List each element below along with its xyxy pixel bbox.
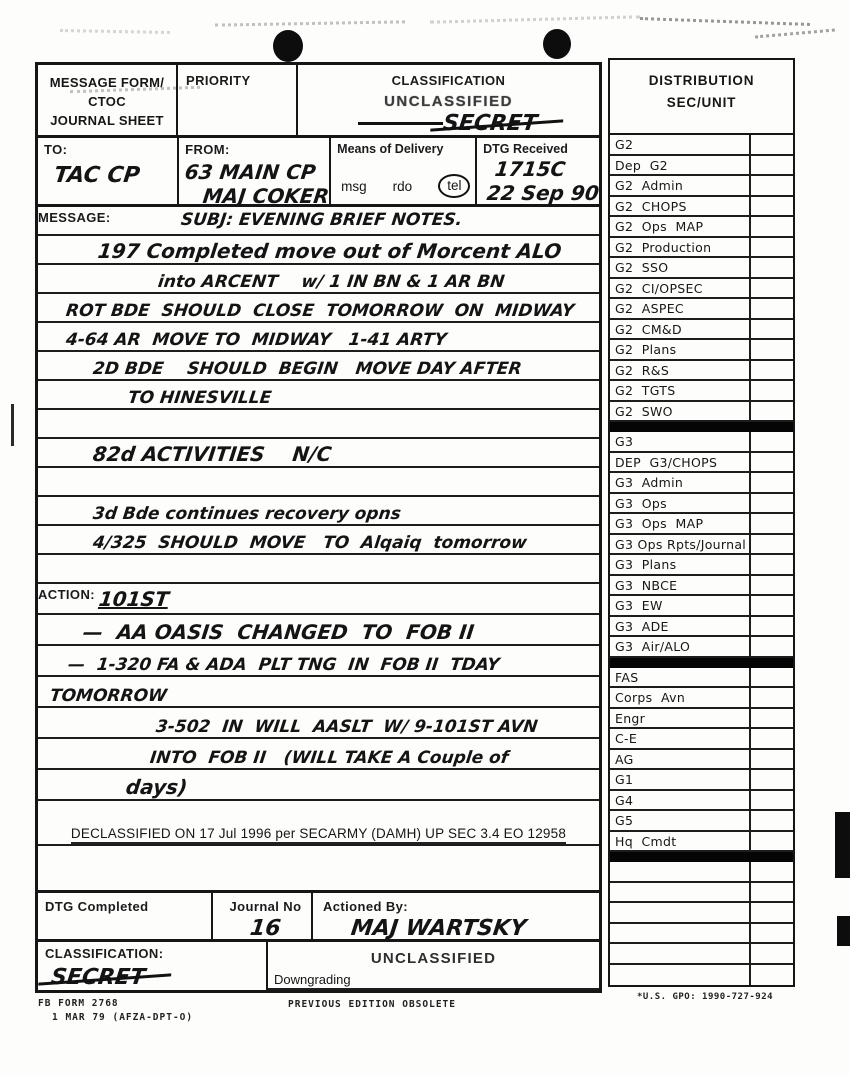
secret-text: SECRET bbox=[441, 111, 539, 136]
form-number-block bbox=[38, 997, 288, 1026]
secret-handwritten-struck bbox=[358, 111, 537, 136]
distribution-title bbox=[610, 60, 793, 135]
handwritten-line bbox=[38, 236, 599, 265]
distribution-row bbox=[610, 924, 793, 945]
handwritten-text: into ARCENT w/ 1 IN BN & 1 AR BN bbox=[156, 272, 506, 292]
distribution-row bbox=[610, 883, 793, 904]
distribution-unit-label: G3 Plans bbox=[615, 557, 677, 572]
distribution-row bbox=[610, 965, 793, 986]
classification-footer-label: CLASSIFICATION: bbox=[45, 946, 164, 961]
scan-smudge bbox=[215, 20, 405, 26]
scan-artifact bbox=[837, 916, 850, 946]
distribution-unit-label bbox=[610, 944, 749, 963]
dtg-received-label: DTG Received bbox=[483, 142, 568, 156]
distribution-row bbox=[610, 299, 793, 320]
distribution-unit-label: AG bbox=[615, 751, 634, 767]
delivery-cell bbox=[331, 138, 477, 204]
distribution-check-cell bbox=[749, 709, 793, 728]
message-lines bbox=[38, 236, 599, 584]
distribution-unit-label: G2 CI/OPSEC bbox=[615, 280, 703, 296]
distribution-unit-label bbox=[610, 903, 749, 922]
handwritten-text: 2D BDE SHOULD BEGIN MOVE DAY AFTER bbox=[91, 359, 523, 379]
dtg-received-cell bbox=[477, 138, 599, 204]
distribution-row bbox=[610, 811, 793, 832]
distribution-unit-label: G2 TGTS bbox=[615, 383, 676, 398]
scan-artifact bbox=[11, 404, 14, 446]
distribution-check-cell bbox=[749, 883, 793, 902]
handwritten-line bbox=[38, 615, 599, 646]
distribution-unit-label: Dep G2 bbox=[615, 157, 668, 173]
distribution-check-cell bbox=[749, 770, 793, 789]
distribution-check-cell bbox=[749, 555, 793, 574]
distribution-unit-label: G2 CHOPS bbox=[615, 198, 687, 214]
delivery-label: Means of Delivery bbox=[337, 142, 444, 156]
distribution-row bbox=[610, 832, 793, 853]
distribution-row bbox=[610, 688, 793, 709]
distribution-check-cell bbox=[749, 514, 793, 533]
distribution-row bbox=[610, 156, 793, 177]
handwritten-line bbox=[38, 352, 599, 381]
distribution-row bbox=[610, 862, 793, 883]
distribution-check-cell bbox=[749, 432, 793, 451]
distribution-row bbox=[610, 770, 793, 791]
priority-cell bbox=[178, 65, 298, 135]
handwritten-text: ROT BDE SHOULD CLOSE TOMORROW ON MIDWAY bbox=[64, 301, 576, 321]
distribution-check-cell bbox=[749, 637, 793, 656]
downgrading-unclassified-stamp: UNCLASSIFIED bbox=[370, 950, 497, 967]
distribution-unit-label: G4 bbox=[615, 792, 634, 808]
form-footer bbox=[38, 997, 598, 1026]
distribution-check-cell bbox=[749, 197, 793, 216]
distribution-unit-label: G3 Ops MAP bbox=[615, 516, 704, 531]
action-lines bbox=[38, 615, 599, 801]
blank-space bbox=[38, 846, 599, 890]
distribution-check-cell bbox=[749, 791, 793, 810]
priority-label: PRIORITY bbox=[186, 73, 251, 88]
classification-cell bbox=[298, 65, 599, 135]
distribution-unit-label: Corps Avn bbox=[615, 690, 686, 705]
scan-smudge bbox=[640, 17, 810, 26]
dtg-completed-label: DTG Completed bbox=[45, 899, 149, 914]
handwritten-line bbox=[38, 265, 599, 294]
from-value: 63 MAIN CP bbox=[183, 160, 318, 184]
from-label: FROM: bbox=[185, 142, 230, 157]
distribution-check-cell bbox=[749, 688, 793, 707]
distribution-check-cell bbox=[749, 729, 793, 748]
form-title-line: JOURNAL SHEET bbox=[50, 112, 164, 128]
declassified-note: DECLASSIFIED ON 17 Jul 1996 per SECARMY (DAMH) UP SEC 3.4 EO 12958 bbox=[71, 826, 566, 844]
handwritten-line bbox=[38, 739, 599, 770]
action-label: ACTION: bbox=[38, 587, 95, 602]
distribution-check-cell bbox=[749, 258, 793, 277]
distribution-unit-label: G3 Admin bbox=[615, 475, 684, 490]
handwritten-line bbox=[38, 646, 599, 677]
strike-line bbox=[358, 122, 443, 125]
distribution-row bbox=[610, 217, 793, 238]
distribution-row bbox=[610, 514, 793, 535]
distribution-check-cell bbox=[749, 381, 793, 400]
distribution-unit-label bbox=[610, 862, 749, 881]
distribution-check-cell bbox=[749, 944, 793, 963]
handwritten-line bbox=[38, 526, 599, 555]
distribution-unit-label: G3 EW bbox=[615, 598, 663, 613]
distribution-check-cell bbox=[749, 750, 793, 769]
distribution-row bbox=[610, 135, 793, 156]
handwritten-line bbox=[38, 294, 599, 323]
distribution-unit-label: G1 bbox=[615, 772, 634, 787]
distribution-unit-label bbox=[610, 965, 749, 986]
completion-row bbox=[38, 890, 599, 942]
distribution-row bbox=[610, 258, 793, 279]
handwritten-text: INTO FOB II (WILL TAKE A Couple of bbox=[148, 748, 510, 768]
distribution-row bbox=[610, 903, 793, 924]
handwritten-line bbox=[38, 708, 599, 739]
distribution-row bbox=[610, 320, 793, 341]
form-date: 1 MAR 79 (AFZA-DPT-O) bbox=[52, 1012, 194, 1024]
distribution-row bbox=[610, 709, 793, 730]
distribution-unit-label: G2 SWO bbox=[615, 403, 673, 419]
distribution-check-cell bbox=[749, 453, 793, 472]
scan-smudge bbox=[430, 15, 640, 23]
from-cell bbox=[179, 138, 331, 208]
form-title-line: MESSAGE FORM/ bbox=[49, 75, 165, 90]
handwritten-line bbox=[38, 677, 599, 708]
distribution-unit-label: G3 bbox=[615, 434, 634, 449]
distribution-check-cell bbox=[749, 832, 793, 851]
distribution-table bbox=[608, 58, 795, 987]
distribution-check-cell bbox=[749, 811, 793, 830]
distribution-unit-label: G2 ASPEC bbox=[615, 301, 684, 316]
scan-artifact bbox=[835, 812, 850, 878]
distribution-unit-label bbox=[610, 924, 749, 943]
handwritten-text: 82d ACTIVITIES N/C bbox=[91, 442, 333, 466]
handwritten-text: days) bbox=[124, 775, 189, 799]
distribution-row bbox=[610, 381, 793, 402]
handwritten-line bbox=[38, 770, 599, 801]
distribution-title-line: DISTRIBUTION bbox=[648, 73, 755, 88]
journal-no-value: 16 bbox=[248, 916, 283, 941]
distribution-row bbox=[610, 535, 793, 556]
distribution-check-cell bbox=[749, 279, 793, 298]
message-label: MESSAGE: bbox=[38, 210, 111, 225]
dtg-completed-cell bbox=[38, 893, 213, 939]
dtg-received-value: 22 Sep 90 bbox=[485, 181, 601, 205]
distribution-check-cell bbox=[749, 402, 793, 421]
distribution-check-cell bbox=[749, 862, 793, 881]
form-title-line: CTOC bbox=[88, 93, 126, 109]
classification-footer-row bbox=[38, 942, 599, 990]
from-value: MAJ COKER bbox=[201, 184, 331, 208]
distribution-unit-label: FAS bbox=[615, 669, 639, 685]
actioned-by-value: MAJ WARTSKY bbox=[349, 916, 528, 941]
distribution-check-cell bbox=[749, 217, 793, 236]
distribution-row bbox=[610, 197, 793, 218]
message-section bbox=[38, 207, 599, 584]
handwritten-line bbox=[38, 381, 599, 410]
handwritten-line bbox=[38, 439, 599, 468]
distribution-divider bbox=[610, 422, 793, 432]
gpo-note: *U.S. GPO: 1990-727-924 bbox=[636, 992, 774, 1002]
distribution-row bbox=[610, 555, 793, 576]
obsolete-note: PREVIOUS EDITION OBSOLETE bbox=[288, 999, 456, 1010]
distribution-row bbox=[610, 617, 793, 638]
handwritten-text: 3-502 IN WILL AASLT W/ 9-101ST AVN bbox=[154, 717, 539, 737]
distribution-row bbox=[610, 402, 793, 423]
distribution-check-cell bbox=[749, 576, 793, 595]
distribution-row bbox=[610, 596, 793, 617]
distribution-check-cell bbox=[749, 617, 793, 636]
journal-no-label: Journal No bbox=[229, 899, 302, 914]
form-header bbox=[38, 65, 599, 138]
distribution-row bbox=[610, 494, 793, 515]
distribution-unit-label: G2 Admin bbox=[615, 178, 684, 193]
handwritten-line bbox=[38, 555, 599, 584]
distribution-title-line: SEC/UNIT bbox=[666, 94, 737, 110]
handwritten-text: — AA OASIS CHANGED TO FOB II bbox=[81, 620, 476, 644]
handwritten-text: 3d Bde continues recovery opns bbox=[91, 504, 403, 524]
distribution-row bbox=[610, 944, 793, 965]
handwritten-text: 4/325 SHOULD MOVE TO Alqaiq tomorrow bbox=[91, 533, 529, 553]
distribution-row bbox=[610, 791, 793, 812]
distribution-unit-label: G2 Production bbox=[615, 239, 712, 255]
handwritten-text: 197 Completed move out of Morcent ALO bbox=[96, 239, 563, 263]
handwritten-text: TO HINESVILLE bbox=[126, 388, 273, 408]
distribution-row bbox=[610, 340, 793, 361]
distribution-row bbox=[610, 750, 793, 771]
distribution-unit-label: G2 CM&D bbox=[615, 321, 682, 337]
distribution-unit-label: G2 bbox=[615, 137, 634, 152]
distribution-row bbox=[610, 729, 793, 750]
handwritten-line bbox=[38, 468, 599, 497]
handwritten-text: — 1-320 FA & ADA PLT TNG IN FOB II TDAY bbox=[66, 655, 501, 675]
scan-smudge bbox=[60, 29, 170, 34]
downgrading-label: Downgrading bbox=[268, 972, 599, 990]
distribution-row bbox=[610, 668, 793, 689]
downgrading-cell bbox=[268, 942, 599, 990]
distribution-divider bbox=[610, 852, 793, 862]
distribution-unit-label: G3 Ops Rpts/Journal bbox=[615, 536, 747, 552]
distribution-unit-label: Engr bbox=[615, 710, 646, 726]
distribution-unit-label: G3 ADE bbox=[615, 618, 669, 634]
distribution-rows bbox=[610, 135, 793, 985]
dtg-received-value: 1715C bbox=[493, 157, 567, 181]
distribution-unit-label bbox=[610, 883, 749, 902]
classification-footer-secret-struck: SECRET bbox=[49, 965, 147, 990]
distribution-unit-label: G5 bbox=[615, 813, 634, 828]
distribution-check-cell bbox=[749, 596, 793, 615]
message-form bbox=[35, 62, 602, 993]
distribution-check-cell bbox=[749, 361, 793, 380]
distribution-row bbox=[610, 453, 793, 474]
distribution-unit-label: G2 Ops MAP bbox=[615, 219, 704, 234]
distribution-divider bbox=[610, 658, 793, 668]
declassified-row bbox=[38, 801, 599, 846]
distribution-unit-label: G2 R&S bbox=[615, 362, 670, 378]
classification-footer-cell bbox=[38, 942, 268, 990]
handwritten-text: TOMORROW bbox=[48, 686, 169, 706]
handwritten-line bbox=[38, 410, 599, 439]
distribution-check-cell bbox=[749, 494, 793, 513]
distribution-row bbox=[610, 238, 793, 259]
classification-label: CLASSIFICATION bbox=[391, 73, 506, 88]
distribution-check-cell bbox=[749, 156, 793, 175]
distribution-unit-label: Hq Cmdt bbox=[615, 833, 677, 849]
journal-no-cell bbox=[213, 893, 313, 939]
distribution-check-cell bbox=[749, 176, 793, 195]
distribution-check-cell bbox=[749, 473, 793, 492]
delivery-option-rdo: rdo bbox=[392, 178, 413, 194]
action-section bbox=[38, 584, 599, 890]
distribution-check-cell bbox=[749, 238, 793, 257]
distribution-check-cell bbox=[749, 340, 793, 359]
distribution-check-cell bbox=[749, 535, 793, 554]
to-value: TAC CP bbox=[52, 163, 142, 188]
distribution-unit-label: G3 Ops bbox=[615, 495, 667, 511]
handwritten-line bbox=[38, 497, 599, 526]
scan-smudge bbox=[755, 29, 835, 39]
distribution-unit-label: G2 Plans bbox=[615, 342, 677, 357]
message-subject: SUBJ: EVENING BRIEF NOTES. bbox=[179, 210, 463, 230]
distribution-row bbox=[610, 637, 793, 658]
hole-punch bbox=[543, 29, 571, 59]
actioned-by-cell bbox=[313, 893, 599, 939]
distribution-row bbox=[610, 361, 793, 382]
distribution-row bbox=[610, 176, 793, 197]
to-label: TO: bbox=[44, 142, 68, 157]
distribution-check-cell bbox=[749, 320, 793, 339]
to-cell bbox=[38, 138, 179, 204]
distribution-check-cell bbox=[749, 903, 793, 922]
delivery-option-tel-circled: tel bbox=[438, 174, 470, 198]
delivery-options bbox=[337, 174, 475, 204]
actioned-by-label: Actioned By: bbox=[323, 899, 408, 914]
form-title bbox=[38, 65, 178, 135]
hole-punch bbox=[273, 30, 303, 62]
distribution-row bbox=[610, 432, 793, 453]
handwritten-line bbox=[38, 323, 599, 352]
distribution-check-cell bbox=[749, 965, 793, 986]
action-unit: 101ST bbox=[97, 587, 171, 611]
form-number: FB FORM 2768 bbox=[38, 998, 119, 1009]
distribution-unit-label: C-E bbox=[615, 731, 638, 746]
distribution-check-cell bbox=[749, 135, 793, 154]
distribution-row bbox=[610, 279, 793, 300]
distribution-unit-label: DEP G3/CHOPS bbox=[615, 454, 718, 470]
distribution-check-cell bbox=[749, 924, 793, 943]
distribution-check-cell bbox=[749, 299, 793, 318]
message-label-row bbox=[38, 207, 599, 236]
distribution-row bbox=[610, 473, 793, 494]
distribution-unit-label: G3 Air/ALO bbox=[615, 639, 691, 654]
unclassified-stamp: UNCLASSIFIED bbox=[384, 93, 513, 110]
delivery-option-msg: msg bbox=[341, 178, 367, 194]
action-label-row bbox=[38, 584, 599, 615]
distribution-unit-label: G2 SSO bbox=[615, 260, 669, 275]
distribution-check-cell bbox=[749, 668, 793, 687]
distribution-unit-label: G3 NBCE bbox=[615, 577, 678, 593]
distribution-row bbox=[610, 576, 793, 597]
handwritten-text: 4-64 AR MOVE TO MIDWAY 1-41 ARTY bbox=[64, 330, 448, 350]
routing-row bbox=[38, 138, 599, 207]
